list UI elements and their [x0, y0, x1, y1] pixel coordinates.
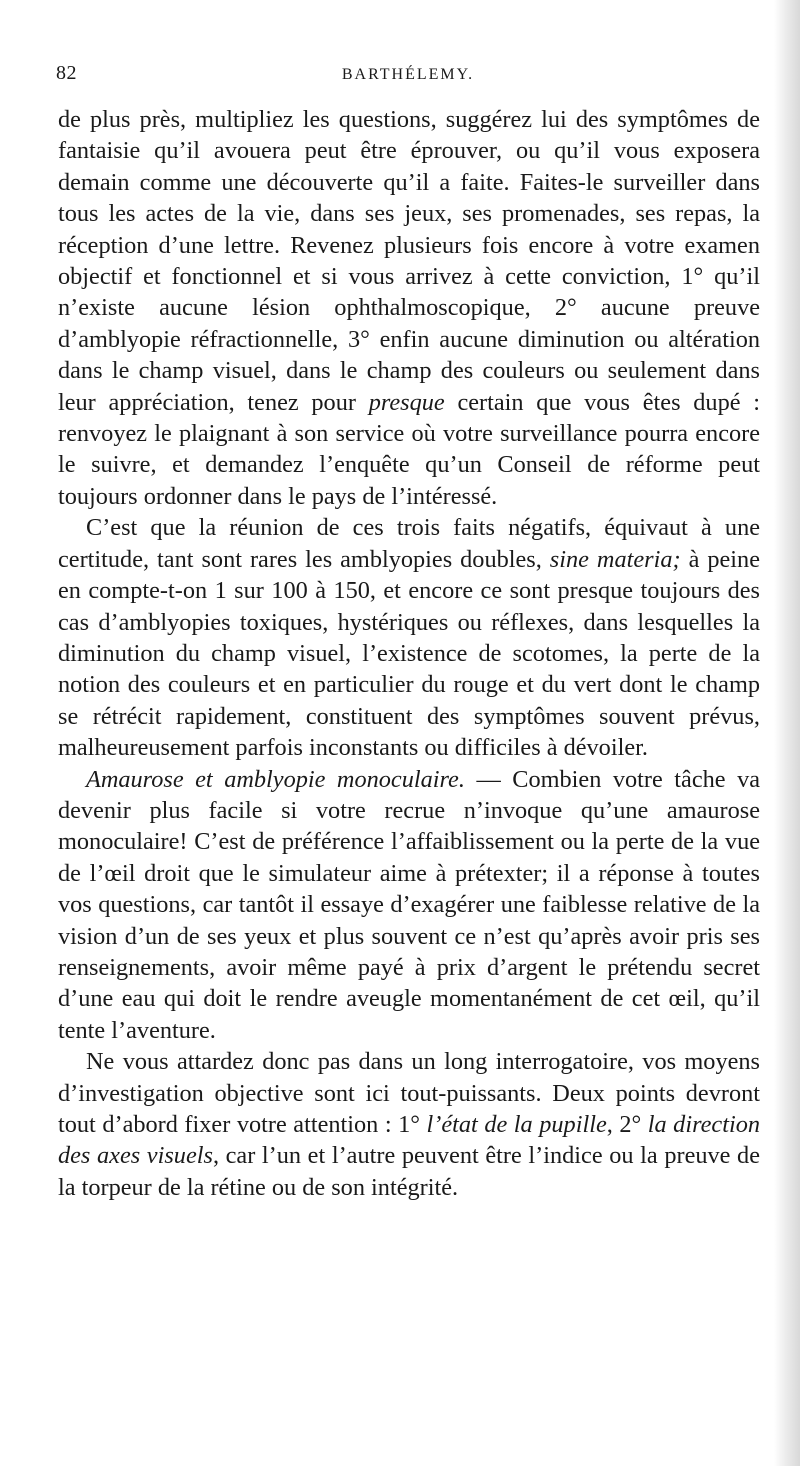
paragraph-4-emphasis-2: la direction des axes visuels [58, 1111, 761, 1170]
paragraph-1-text-1: de plus près, multipliez les questions, suggérez lui des symptômes de fantaisie qu’il avouera peut être éprouver, ou qu’il vous exposera demain comme une découverte qu’il a faite. Faites-le surveiller dans tous les actes de la vie, dans ses jeux, ses promenades, ses repas, la réception d’une lettre. Revenez plusieurs fois encore à votre examen objectif et fonctionnel et si vous arrivez à cette conviction, 1° qu’il n’existe aucune lésion ophthalmoscopique, 2° aucune preuve d’amblyopie réfractionnelle, 3° enfin aucune diminution ou altération dans le champ visuel, dans le champ des couleurs ou seulement dans leur appréciation, tenez pour [58, 106, 760, 416]
paragraph-1-text-2: certain que vous êtes dupé : renvoyez le plaignant à son service où votre surveillance pourra encore le suivre, et demandez l’enquête qu’un Conseil de réforme peut toujours ordonner dans le pays de l’intéressé. [58, 388, 760, 510]
paragraph-1-emphasis: presque [368, 388, 445, 416]
paragraph-4-emphasis-1: l’état de la pupille [426, 1111, 607, 1138]
paragraph-certitude [58, 512, 760, 763]
paragraph-3-text-1: — Combien votre tâche va devenir plus facile si votre recrue n’invoque qu’une amaurose monoculaire! C’est de préférence l’affaiblissement ou la perte de la vue de l’œil droit que le simulateur aime à prétexter; il a réponse à toutes vos questions, car tantôt il essaye d’exagérer une faiblesse relative de la vision d’un de ses yeux et plus souvent ce n’est qu’après avoir pris ses renseignements, avoir même payé à prix d’argent le prétendu secret d’une eau qui doit le rendre aveugle momentanément de cet œil, qu’il tente l’aventure. [58, 765, 760, 1044]
paragraph-2-text-2: à peine en compte-t-on 1 sur 100 à 150, et encore ce sont presque toujours des cas d’amblyopies toxiques, hystériques ou réflexes, dans lesquelles la diminution du champ visuel, l’existence de scotomes, la perte de la notion des couleurs et en particulier du rouge et du vert dont le champ se rétrécit rapidement, constituent des symptômes souvent prévus, malheureusement parfois inconstants ou difficiles à dévoiler. [58, 545, 760, 762]
page-number: 82 [56, 62, 77, 84]
page-edge-shadow [774, 0, 800, 1466]
body-text [58, 104, 760, 1203]
paragraph-4-text-1: Ne vous attardez donc pas dans un long interrogatoire, vos moyens d’investigation objective sont ici tout-puissants. Deux points devront tout d’abord fixer votre attention : 1° [58, 1048, 760, 1138]
section-heading-italic: Amaurose et amblyopie monoculaire. [86, 765, 465, 793]
paragraph-investigation [58, 1046, 760, 1203]
page-header [56, 60, 760, 94]
paragraph-continued [58, 104, 760, 512]
paragraph-4-text-3: , car l’un et l’autre peuvent être l’indice ou la preuve de la torpeur de la rétine ou de son intégrité. [58, 1142, 760, 1201]
paragraph-2-text-1: C’est que la réunion de ces trois faits négatifs, équivaut à une certitude, tant sont rares les amblyopies doubles, [58, 514, 760, 573]
paragraph-4-text-2: , 2° [606, 1111, 648, 1138]
paragraph-2-emphasis: sine materia; [549, 545, 681, 573]
running-head: BARTHÉLEMY. [341, 66, 475, 83]
paragraph-amaurose [58, 764, 760, 1047]
